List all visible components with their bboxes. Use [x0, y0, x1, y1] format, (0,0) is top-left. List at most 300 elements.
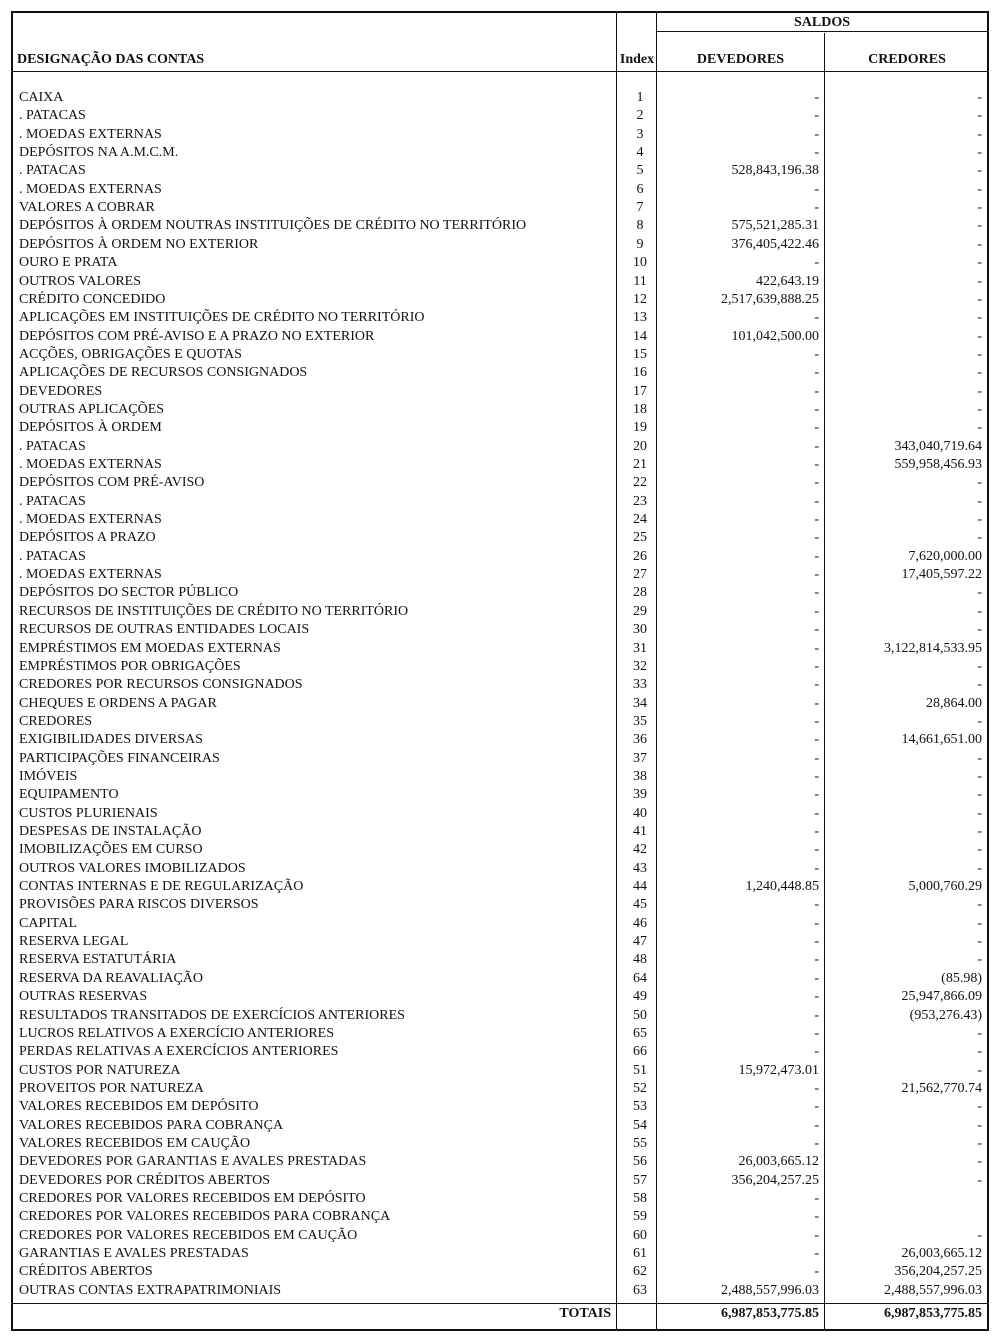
account-index: 34	[633, 695, 647, 711]
account-index: 62	[633, 1264, 647, 1280]
credit-value: -	[977, 1172, 982, 1188]
credit-value: -	[977, 1135, 982, 1151]
account-name: CRÉDITOS ABERTOS	[19, 1264, 153, 1280]
account-name: CREDORES	[19, 713, 93, 729]
account-index: 12	[633, 291, 647, 307]
account-name: EQUIPAMENTO	[19, 787, 119, 803]
account-name: DESPESAS DE INSTALAÇÃO	[19, 824, 202, 839]
balance-sheet-table	[11, 11, 989, 1331]
debit-value: 356,204,257.25	[731, 1172, 819, 1188]
account-name: RESERVA ESTATUTÁRIA	[19, 952, 177, 968]
debit-value: -	[814, 181, 819, 197]
credit-value: (85.98)	[941, 970, 982, 986]
credit-value: -	[977, 860, 982, 876]
designation-header: DESIGNAÇÃO DAS CONTAS	[17, 52, 205, 67]
table-row	[13, 988, 987, 1006]
table-row	[13, 217, 987, 235]
debit-value: -	[814, 493, 819, 509]
table-row	[13, 364, 987, 382]
table-row	[13, 438, 987, 456]
account-name: . PATACAS	[19, 493, 86, 509]
account-index: 44	[633, 879, 647, 895]
account-name: OUTRAS RESERVAS	[19, 989, 148, 1005]
account-name: . PATACAS	[19, 108, 86, 124]
table-row	[13, 1227, 987, 1245]
debit-value: -	[814, 383, 819, 399]
account-index: 36	[633, 732, 647, 748]
table-row	[13, 676, 987, 694]
table-row	[13, 621, 987, 639]
credit-value: -	[977, 493, 982, 509]
credit-value: -	[977, 90, 982, 105]
credit-value: -	[977, 200, 982, 216]
account-index: 26	[633, 548, 647, 564]
account-name: CUSTOS PLURIENAIS	[19, 805, 158, 821]
account-name: EMPRÉSTIMOS POR OBRIGAÇÕES	[19, 658, 241, 674]
account-index: 3	[636, 126, 644, 142]
account-index: 19	[633, 420, 647, 436]
account-index: 61	[633, 1246, 647, 1262]
debit-value: -	[814, 1044, 819, 1060]
table-row	[13, 731, 987, 749]
credit-value: -	[977, 236, 982, 252]
account-name: ACÇÕES, OBRIGAÇÕES E QUOTAS	[19, 346, 242, 362]
debit-value: -	[814, 438, 819, 454]
table-row	[13, 1007, 987, 1025]
table-row	[13, 291, 987, 309]
debit-value: -	[814, 934, 819, 950]
account-name: CREDORES POR VALORES RECEBIDOS PARA COBRANÇA	[19, 1209, 391, 1225]
debit-value: -	[814, 1135, 819, 1151]
account-index: 35	[633, 713, 647, 729]
credit-value: (953,276.43)	[909, 1007, 982, 1023]
account-index: 1	[636, 90, 644, 105]
table-row	[13, 1190, 987, 1208]
credit-value: -	[977, 842, 982, 858]
debit-value: -	[814, 915, 819, 931]
table-row	[13, 162, 987, 180]
account-name: RESULTADOS TRANSITADOS DE EXERCÍCIOS ANTERIORES	[19, 1007, 405, 1023]
account-index: 37	[633, 750, 647, 766]
table-row	[13, 970, 987, 988]
table-row	[13, 841, 987, 859]
debit-value: -	[814, 255, 819, 271]
debit-value: -	[814, 1264, 819, 1280]
account-index: 49	[633, 989, 647, 1005]
account-name: . MOEDAS EXTERNAS	[19, 126, 162, 142]
debit-value: 376,405,422.46	[731, 236, 819, 252]
debit-value: -	[814, 603, 819, 619]
account-name: . PATACAS	[19, 438, 86, 454]
account-name: APLICAÇÕES EM INSTITUIÇÕES DE CRÉDITO NO TERRITÓRIO	[19, 310, 425, 326]
credit-value: 21,562,770.74	[901, 1080, 982, 1096]
table-row	[13, 1263, 987, 1281]
debit-value: -	[814, 805, 819, 821]
account-name: RESERVA DA REAVALIAÇÃO	[19, 970, 204, 986]
account-index: 5	[636, 163, 644, 179]
table-row	[13, 144, 987, 162]
account-index: 2	[636, 108, 644, 124]
table-row	[13, 896, 987, 914]
credit-value: 343,040,719.64	[894, 438, 982, 454]
credit-value: 14,661,651.00	[901, 732, 982, 748]
table-row	[13, 1282, 987, 1300]
table-row	[13, 566, 987, 584]
account-index: 23	[633, 493, 647, 509]
table-row	[13, 1245, 987, 1263]
credit-value: -	[977, 475, 982, 491]
table-row	[13, 529, 987, 547]
credit-value: 28,864.00	[926, 695, 982, 711]
table-row	[13, 951, 987, 969]
account-name: . MOEDAS EXTERNAS	[19, 181, 162, 197]
account-index: 8	[636, 218, 644, 234]
debit-value: -	[814, 530, 819, 546]
debit-value: -	[814, 512, 819, 528]
account-name: CAIXA	[19, 90, 64, 105]
debit-value: -	[814, 970, 819, 986]
account-name: CREDORES POR VALORES RECEBIDOS EM CAUÇÃO	[19, 1227, 358, 1243]
account-index: 57	[633, 1172, 647, 1188]
account-name: . PATACAS	[19, 548, 86, 564]
account-index: 54	[633, 1117, 647, 1133]
account-name: CRÉDITO CONCEDIDO	[19, 291, 166, 307]
table-row	[13, 548, 987, 566]
account-index: 7	[636, 200, 644, 216]
credit-value: -	[977, 310, 982, 326]
account-index: 15	[633, 346, 647, 362]
table-row	[13, 1080, 987, 1098]
account-index: 48	[633, 952, 647, 968]
table-row	[13, 456, 987, 474]
credit-value: -	[977, 1099, 982, 1115]
table-row	[13, 860, 987, 878]
account-index: 63	[633, 1282, 647, 1298]
account-name: RECURSOS DE OUTRAS ENTIDADES LOCAIS	[19, 622, 310, 638]
debit-value: 101,042,500.00	[731, 328, 819, 344]
debit-value: -	[814, 713, 819, 729]
account-index: 31	[633, 640, 647, 656]
debit-value: -	[814, 842, 819, 858]
credit-value: -	[977, 768, 982, 784]
account-index: 42	[633, 842, 647, 858]
debit-value: -	[814, 695, 819, 711]
account-name: IMÓVEIS	[19, 768, 78, 784]
account-index: 46	[633, 915, 647, 931]
account-name: DEPÓSITOS COM PRÉ-AVISO	[19, 475, 205, 491]
table-row	[13, 584, 987, 602]
account-index: 60	[633, 1227, 647, 1243]
credit-value: -	[977, 750, 982, 766]
account-index: 6	[636, 181, 644, 197]
account-name: PROVEITOS POR NATUREZA	[19, 1080, 204, 1096]
account-index: 10	[633, 255, 647, 271]
account-index: 9	[636, 236, 644, 252]
debit-value: -	[814, 787, 819, 803]
totals-debit: 6,987,853,775.85	[721, 1306, 819, 1321]
table-row	[13, 915, 987, 933]
debit-value: 575,521,285.31	[731, 218, 819, 234]
account-index: 4	[636, 145, 644, 161]
credit-value: -	[977, 401, 982, 417]
credit-value: -	[977, 658, 982, 674]
credit-value: -	[977, 713, 982, 729]
table-row	[13, 658, 987, 676]
account-index: 43	[633, 860, 647, 876]
account-name: DEPÓSITOS A PRAZO	[19, 530, 156, 546]
account-index: 50	[633, 1007, 647, 1023]
table-row	[13, 419, 987, 437]
account-name: DEVEDORES POR GARANTIAS E AVALES PRESTADAS	[19, 1154, 367, 1170]
credit-value: -	[977, 934, 982, 950]
credit-value: -	[977, 291, 982, 307]
credit-header: CREDORES	[868, 52, 946, 67]
credit-value: -	[977, 420, 982, 436]
account-index: 18	[633, 401, 647, 417]
credit-value: 356,204,257.25	[894, 1264, 982, 1280]
credit-value: -	[977, 163, 982, 179]
account-name: DEPÓSITOS À ORDEM	[19, 420, 162, 436]
debit-value: -	[814, 310, 819, 326]
account-index: 30	[633, 622, 647, 638]
index-header: Index	[619, 52, 655, 67]
account-index: 41	[633, 824, 647, 839]
account-name: OUTRAS CONTAS EXTRAPATRIMONIAIS	[19, 1282, 282, 1298]
account-index: 58	[633, 1191, 647, 1206]
account-index: 40	[633, 805, 647, 821]
account-name: OUTRAS APLICAÇÕES	[19, 401, 165, 417]
account-name: PROVISÕES PARA RISCOS DIVERSOS	[19, 897, 259, 913]
debit-value: 528,843,196.38	[731, 163, 819, 179]
table-row	[13, 1043, 987, 1061]
credit-value: -	[977, 181, 982, 197]
credit-value: -	[977, 585, 982, 601]
credit-value: -	[977, 530, 982, 546]
account-name: OUTROS VALORES	[19, 273, 142, 289]
credit-value: -	[977, 603, 982, 619]
debit-value: -	[814, 145, 819, 161]
debit-value: -	[814, 200, 819, 216]
credit-value: 7,620,000.00	[908, 548, 982, 564]
table-row	[13, 309, 987, 327]
table-row	[13, 383, 987, 401]
account-name: DEPÓSITOS COM PRÉ-AVISO E A PRAZO NO EXTERIOR	[19, 328, 375, 344]
credit-value: -	[977, 622, 982, 638]
account-name: . PATACAS	[19, 163, 86, 179]
account-name: EXIGIBILIDADES DIVERSAS	[19, 732, 203, 748]
debit-value: -	[814, 824, 819, 839]
table-row	[13, 474, 987, 492]
debit-value: -	[814, 732, 819, 748]
table-row	[13, 695, 987, 713]
credit-value: -	[977, 383, 982, 399]
credit-value: 2,488,557,996.03	[884, 1282, 982, 1298]
credit-value: -	[977, 1044, 982, 1060]
credit-value: -	[977, 897, 982, 913]
account-name: GARANTIAS E AVALES PRESTADAS	[19, 1246, 249, 1262]
debit-value: -	[814, 897, 819, 913]
account-name: DEPÓSITOS À ORDEM NO EXTERIOR	[19, 236, 259, 252]
table-row	[13, 750, 987, 768]
table-row	[13, 1117, 987, 1135]
credit-value: -	[977, 677, 982, 693]
account-name: CAPITAL	[19, 915, 77, 931]
credit-value: 559,958,456.93	[894, 457, 982, 472]
account-index: 24	[633, 512, 647, 528]
account-index: 11	[633, 273, 647, 289]
credit-value: -	[977, 1154, 982, 1170]
account-index: 51	[633, 1062, 647, 1078]
totals-row	[13, 1305, 987, 1323]
table-row	[13, 1135, 987, 1153]
account-index: 20	[633, 438, 647, 454]
account-name: VALORES RECEBIDOS EM DEPÓSITO	[19, 1099, 259, 1115]
debit-value: -	[814, 90, 819, 105]
table-row	[13, 603, 987, 621]
debit-value: -	[814, 1246, 819, 1262]
table-row	[13, 273, 987, 291]
credit-value: -	[977, 787, 982, 803]
table-row	[13, 236, 987, 254]
table-row	[13, 126, 987, 144]
debit-value: -	[814, 346, 819, 362]
totals-label: TOTAIS	[559, 1306, 611, 1321]
table-row	[13, 1172, 987, 1190]
account-index: 56	[633, 1154, 647, 1170]
debit-header: DEVEDORES	[696, 52, 785, 67]
credit-value: -	[977, 108, 982, 124]
table-row	[13, 346, 987, 364]
account-index: 65	[633, 1025, 647, 1041]
table-row	[13, 878, 987, 896]
header-bottom-line	[13, 71, 987, 72]
debit-value: -	[814, 1227, 819, 1243]
account-index: 38	[633, 768, 647, 784]
account-index: 66	[633, 1044, 647, 1060]
table-row	[13, 493, 987, 511]
account-name: RECURSOS DE INSTITUIÇÕES DE CRÉDITO NO TERRITÓRIO	[19, 603, 409, 619]
account-name: OUTROS VALORES IMOBILIZADOS	[19, 860, 246, 876]
account-name: . MOEDAS EXTERNAS	[19, 567, 162, 583]
debit-value: 422,643.19	[756, 273, 819, 289]
account-index: 45	[633, 897, 647, 913]
credit-value: -	[977, 1062, 982, 1078]
account-name: CUSTOS POR NATUREZA	[19, 1062, 181, 1078]
credit-value: -	[977, 824, 982, 839]
account-index: 21	[633, 457, 647, 472]
table-row	[13, 254, 987, 272]
debit-value: 1,240,448.85	[745, 879, 819, 895]
credit-value: -	[977, 915, 982, 931]
account-name: VALORES A COBRAR	[19, 200, 155, 216]
saldos-header: SALDOS	[793, 15, 851, 30]
table-row	[13, 181, 987, 199]
account-name: PERDAS RELATIVAS A EXERCÍCIOS ANTERIORES	[19, 1044, 339, 1060]
table-row	[13, 786, 987, 804]
debit-value: -	[814, 1209, 819, 1225]
account-index: 27	[633, 567, 647, 583]
debit-value: -	[814, 585, 819, 601]
account-name: APLICAÇÕES DE RECURSOS CONSIGNADOS	[19, 365, 308, 381]
account-name: DEVEDORES	[19, 383, 103, 399]
credit-value: -	[977, 255, 982, 271]
table-row	[13, 713, 987, 731]
table-row	[13, 805, 987, 823]
table-row	[13, 1025, 987, 1043]
account-name: LUCROS RELATIVOS A EXERCÍCIO ANTERIORES	[19, 1025, 335, 1041]
table-row	[13, 511, 987, 529]
account-index: 14	[633, 328, 647, 344]
account-name: DEVEDORES POR CRÉDITOS ABERTOS	[19, 1172, 271, 1188]
credit-value: 5,000,760.29	[908, 879, 982, 895]
debit-value: -	[814, 1117, 819, 1133]
credit-value: -	[977, 805, 982, 821]
table-row	[13, 640, 987, 658]
credit-value: 26,003,665.12	[901, 1246, 982, 1262]
credit-value: -	[977, 512, 982, 528]
debit-value: -	[814, 640, 819, 656]
debit-value: -	[814, 768, 819, 784]
debit-value: -	[814, 677, 819, 693]
debit-value: -	[814, 401, 819, 417]
debit-value: -	[814, 1099, 819, 1115]
account-name: CREDORES POR VALORES RECEBIDOS EM DEPÓSITO	[19, 1191, 366, 1206]
debit-value: -	[814, 1007, 819, 1023]
credit-value: 3,122,814,533.95	[884, 640, 982, 656]
debit-value: 15,972,473.01	[738, 1062, 819, 1078]
table-row	[13, 107, 987, 125]
table-row	[13, 823, 987, 841]
debit-value: -	[814, 475, 819, 491]
account-index: 52	[633, 1080, 647, 1096]
account-index: 28	[633, 585, 647, 601]
account-name: DEPÓSITOS DO SECTOR PÚBLICO	[19, 585, 239, 601]
table-row	[13, 1062, 987, 1080]
table-row	[13, 768, 987, 786]
account-name: CONTAS INTERNAS E DE REGULARIZAÇÃO	[19, 879, 304, 895]
account-name: OURO E PRATA	[19, 255, 118, 271]
table-row	[13, 1208, 987, 1226]
debit-value: -	[814, 108, 819, 124]
totals-credit: 6,987,853,775.85	[884, 1306, 982, 1321]
account-name: DEPÓSITOS NA A.M.C.M.	[19, 145, 179, 161]
debit-value: -	[814, 567, 819, 583]
account-index: 16	[633, 365, 647, 381]
account-index: 17	[633, 383, 647, 399]
credit-value: -	[977, 365, 982, 381]
account-index: 13	[633, 310, 647, 326]
account-index: 47	[633, 934, 647, 950]
table-row	[13, 199, 987, 217]
debit-value: -	[814, 989, 819, 1005]
debit-value: -	[814, 126, 819, 142]
table-row	[13, 401, 987, 419]
account-name: PARTICIPAÇÕES FINANCEIRAS	[19, 750, 220, 766]
debit-value: -	[814, 658, 819, 674]
account-name: DEPÓSITOS À ORDEM NOUTRAS INSTITUIÇÕES DE CRÉDITO NO TERRITÓRIO	[19, 218, 527, 234]
table-row	[13, 933, 987, 951]
debit-value: -	[814, 548, 819, 564]
credit-value: -	[977, 218, 982, 234]
credit-value: -	[977, 952, 982, 968]
debit-value: 2,517,639,888.25	[721, 291, 819, 307]
table-row	[13, 1153, 987, 1171]
account-name: VALORES RECEBIDOS PARA COBRANÇA	[19, 1117, 284, 1133]
account-name: . MOEDAS EXTERNAS	[19, 457, 162, 472]
totals-top-line	[13, 1303, 987, 1304]
account-index: 39	[633, 787, 647, 803]
account-index: 22	[633, 475, 647, 491]
